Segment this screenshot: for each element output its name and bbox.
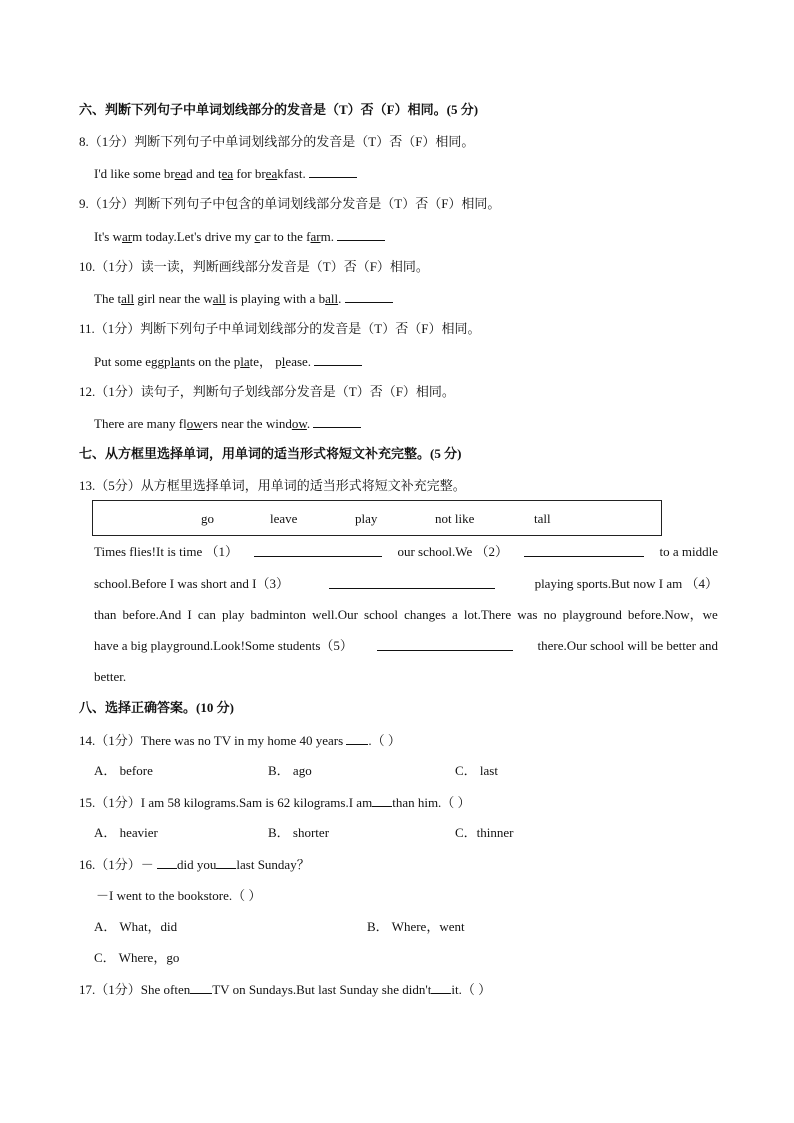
option-16-a[interactable]: A． What，did xyxy=(94,919,178,934)
answer-blank-13-5[interactable] xyxy=(377,638,513,651)
section-7-heading: 七、从方框里选择单词，用单词的适当形式将短文补充完整。(5 分) xyxy=(79,446,462,461)
passage-line-4: have a big playground.Look!Some students（5） there.Our school will be better and xyxy=(94,638,718,653)
word-bank-item: play xyxy=(355,511,378,526)
answer-blank-12[interactable] xyxy=(313,415,361,428)
option-14-a[interactable]: A． before xyxy=(94,763,153,778)
passage-line-1: Times flies!It is time （1） our school.We （2） to a middle xyxy=(94,544,718,559)
question-17-stem: 17.（1分）She often TV on Sundays.But last Sunday she didn't it.（ ） xyxy=(79,982,492,997)
answer-blank-17-1[interactable] xyxy=(190,981,212,994)
question-10-sentence: The tall girl near the wall is playing with a ball. xyxy=(94,290,393,307)
passage-line-3: than before.And I can play badminton well.Our school changes a lot.There was no playground before.Now，we xyxy=(94,607,718,622)
option-16-c[interactable]: C． Where，go xyxy=(94,950,180,965)
answer-blank-13-1[interactable] xyxy=(254,544,382,557)
answer-blank-13-3[interactable] xyxy=(329,576,495,589)
option-15-a[interactable]: A． heavier xyxy=(94,825,158,840)
option-14-c[interactable]: C． last xyxy=(455,763,498,778)
option-15-b[interactable]: B． shorter xyxy=(268,825,330,840)
answer-blank-9[interactable] xyxy=(337,228,385,241)
section-6-heading: 六、判断下列句子中单词划线部分的发音是（T）否（F）相同。(5 分) xyxy=(79,102,479,117)
word-bank-item: leave xyxy=(270,511,298,526)
question-8-sentence: I'd like some bread and tea for breakfast. xyxy=(94,165,357,182)
option-14-b[interactable]: B． ago xyxy=(268,763,312,778)
question-12-stem: 12.（1分）读句子，判断句子划线部分发音是（T）否（F）相同。 xyxy=(79,384,455,399)
answer-blank-15[interactable] xyxy=(372,794,392,807)
word-bank-item: go xyxy=(201,511,214,526)
question-9-stem: 9.（1分）判断下列句子中包含的单词划线部分发音是（T）否（F）相同。 xyxy=(79,196,501,211)
word-bank-item: tall xyxy=(534,511,551,526)
section-8-heading: 八、选择正确答案。(10 分) xyxy=(79,700,234,715)
question-11-sentence: Put some eggplants on the plate， please. xyxy=(94,353,362,370)
answer-blank-8[interactable] xyxy=(309,165,357,178)
question-13-stem: 13.（5分）从方框里选择单词，用单词的适当形式将短文补充完整。 xyxy=(79,478,466,493)
word-bank-box xyxy=(92,500,662,536)
answer-blank-14[interactable] xyxy=(346,732,368,745)
option-15-c[interactable]: C．thinner xyxy=(455,825,514,840)
option-16-b[interactable]: B． Where，went xyxy=(367,919,465,934)
question-16-stem: 16.（1分）－ did you last Sunday？ xyxy=(79,857,310,872)
question-8-stem: 8.（1分）判断下列句子中单词划线部分的发音是（T）否（F）相同。 xyxy=(79,134,475,149)
word-bank-item: not like xyxy=(435,511,475,526)
question-16-reply: －I went to the bookstore.（ ） xyxy=(96,888,262,903)
answer-blank-11[interactable] xyxy=(314,353,362,366)
answer-blank-10[interactable] xyxy=(345,290,393,303)
passage-line-5: better. xyxy=(94,669,127,684)
passage-line-2: school.Before I was short and I（3） playing sports.But now I am （4） xyxy=(94,576,718,591)
question-12-sentence: There are many flowers near the window. xyxy=(94,415,361,432)
answer-blank-16-2[interactable] xyxy=(216,856,236,869)
question-10-stem: 10.（1分）读一读，判断画线部分发音是（T）否（F）相同。 xyxy=(79,259,429,274)
answer-blank-13-2[interactable] xyxy=(524,544,644,557)
answer-blank-16-1[interactable] xyxy=(157,856,177,869)
question-14-stem: 14.（1分）There was no TV in my home 40 years .（ ） xyxy=(79,733,401,748)
answer-blank-17-2[interactable] xyxy=(431,981,451,994)
question-9-sentence: It's warm today.Let's drive my car to the farm. xyxy=(94,228,385,245)
question-15-stem: 15.（1分）I am 58 kilograms.Sam is 62 kilograms.I am than him.（ ） xyxy=(79,795,471,810)
question-11-stem: 11.（1分）判断下列句子中单词划线部分的发音是（T）否（F）相同。 xyxy=(79,321,481,336)
